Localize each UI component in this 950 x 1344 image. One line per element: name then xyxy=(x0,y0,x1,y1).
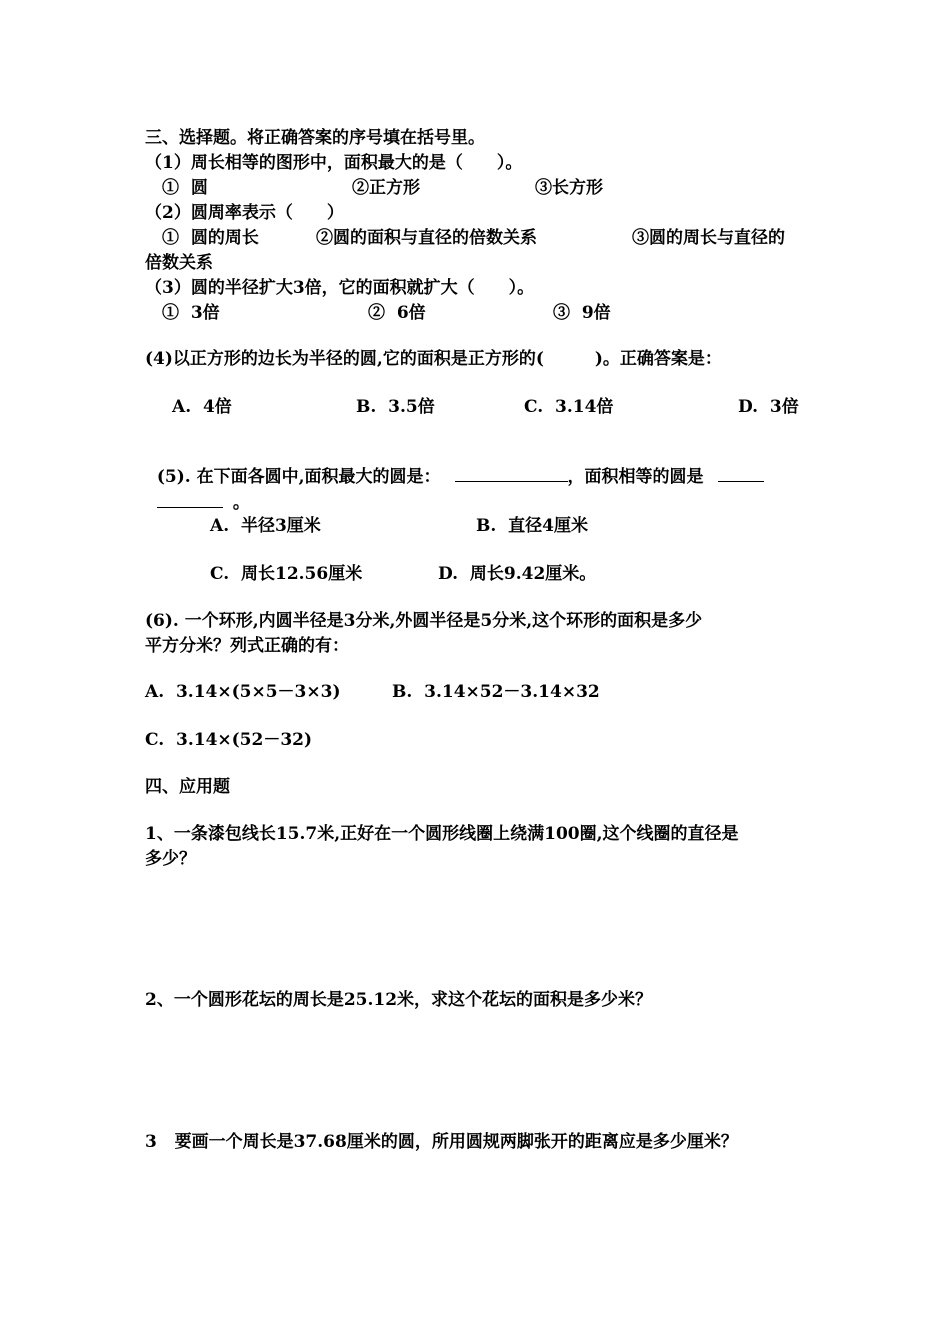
question-5-option-c: C. 周长12.56厘米 xyxy=(210,564,363,584)
answer-blank[interactable] xyxy=(157,491,223,508)
question-5-option-d: D. 周长9.42厘米。 xyxy=(438,564,597,584)
question-4-option-d: D. 3倍 xyxy=(738,397,799,417)
answer-blank[interactable] xyxy=(718,465,764,482)
question-6-stem-line-2: 平方分米？列式正确的有： xyxy=(145,636,349,656)
question-5-stem-line-2 xyxy=(145,469,250,514)
answer-blank[interactable] xyxy=(455,465,568,482)
question-3-option-3: ③ 9倍 xyxy=(553,303,611,323)
question-2-option-1: ① 圆的周长 xyxy=(162,228,259,248)
question-5-option-a: A. 半径3厘米 xyxy=(210,516,321,536)
question-6-stem-line-1: (6). 一个环形,内圆半径是3分米,外圆半径是5分米,这个环形的面积是多少 xyxy=(145,611,703,631)
question-5-end: 。 xyxy=(232,493,250,513)
question-3-option-2: ② 6倍 xyxy=(368,303,426,323)
question-3-stem: （3）圆的半径扩大3倍，它的面积就扩大（ ）。 xyxy=(145,278,535,298)
question-4-option-a: A. 4倍 xyxy=(172,397,232,417)
problem-1-line-1: 1、一条漆包线长15.7米,正好在一个圆形线圈上绕满100圈,这个线圈的直径是 xyxy=(145,824,739,844)
question-6-option-c: C. 3.14×(52－32) xyxy=(145,730,313,750)
question-5-option-b: B. 直径4厘米 xyxy=(476,516,588,536)
question-3-option-1: ① 3倍 xyxy=(162,303,220,323)
question-6-option-b: B. 3.14×52－3.14×32 xyxy=(392,682,600,702)
question-2-option-3: ③圆的周长与直径的 xyxy=(632,228,785,248)
question-5-stem-part-b: ，面积相等的圆是 xyxy=(567,467,704,487)
question-4-option-c: C. 3.14倍 xyxy=(524,397,614,417)
question-2-option-2: ②圆的面积与直径的倍数关系 xyxy=(316,228,537,248)
section-3-heading: 三、选择题。将正确答案的序号填在括号里。 xyxy=(145,128,485,148)
question-1-option-2: ②正方形 xyxy=(352,178,420,198)
problem-2: 2、一个圆形花坛的周长是25.12米，求这个花坛的面积是多少米？ xyxy=(145,990,653,1010)
question-2-continuation: 倍数关系 xyxy=(145,253,213,273)
problem-1-line-2: 多少？ xyxy=(145,849,196,869)
question-1-option-3: ③长方形 xyxy=(535,178,603,198)
section-4-heading: 四、应用题 xyxy=(145,777,230,797)
question-1-stem: （1）周长相等的图形中，面积最大的是（ ）。 xyxy=(145,153,523,173)
problem-3: 3 要画一个周长是37.68厘米的圆，所用圆规两脚张开的距离应是多少厘米？ xyxy=(145,1132,738,1152)
question-2-stem: （2）圆周率表示（ ） xyxy=(145,203,344,223)
question-6-option-a: A. 3.14×(5×5－3×3) xyxy=(145,682,341,702)
question-4-option-b: B. 3.5倍 xyxy=(356,397,435,417)
question-4-stem: (4)以正方形的边长为半径的圆,它的面积是正方形的( )。正确答案是： xyxy=(145,349,722,369)
question-5-stem-part-a: (5). 在下面各圆中,面积最大的圆是： xyxy=(156,467,441,487)
question-1-option-1: ① 圆 xyxy=(162,178,208,198)
